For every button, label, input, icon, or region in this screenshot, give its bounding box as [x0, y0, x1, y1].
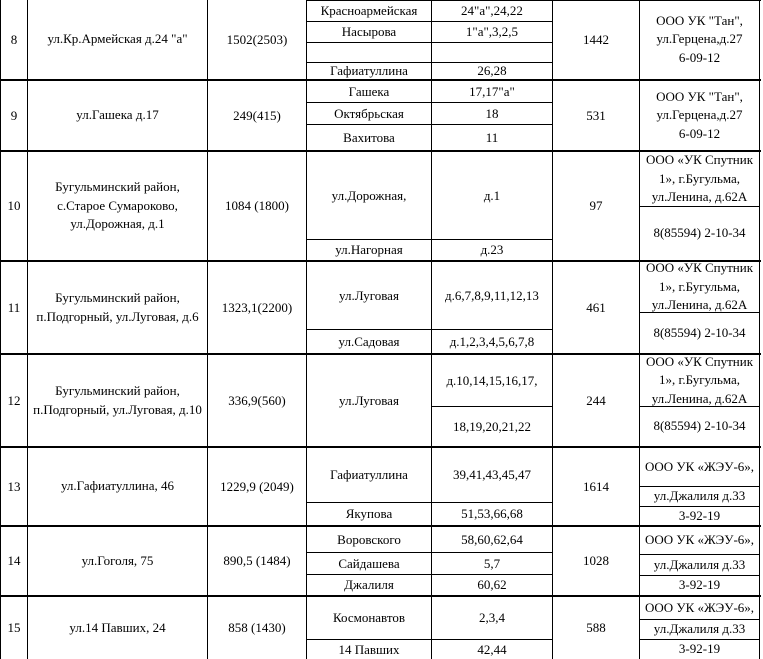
- area-cell: [208, 0, 307, 79]
- street-name: Красноармейская: [320, 2, 418, 18]
- residents-count: 97: [589, 198, 603, 213]
- company-line: 1», г.Бугульма,: [658, 372, 741, 388]
- house-numbers: 51,53,66,68: [461, 506, 523, 521]
- company-line: ООО «УК Спутник: [645, 152, 754, 168]
- address-cell: [28, 81, 208, 150]
- residents-count-cell: [553, 262, 640, 353]
- house-numbers-cell: [432, 330, 552, 353]
- address-line: ул.Кр.Армейская д.24 "а": [47, 31, 188, 47]
- house-numbers: 11: [485, 129, 499, 145]
- house-numbers: 60,62: [477, 577, 507, 592]
- streets-group: [307, 0, 553, 79]
- street-name-cell: [307, 81, 432, 102]
- streets-group: [307, 355, 553, 446]
- row-number-cell: [1, 262, 28, 353]
- house-numbers-cell: [432, 81, 552, 102]
- street-name: ул.Садовая: [338, 333, 400, 349]
- table-row: [1, 0, 761, 81]
- company-cell: [640, 448, 760, 525]
- house-numbers-cell: [432, 125, 552, 150]
- street-name: ул.Луговая: [339, 392, 399, 408]
- company-info-cell: [640, 407, 759, 446]
- house-numbers-cell: [432, 22, 552, 42]
- address-line: ул.Дорожная, д.1: [70, 216, 165, 232]
- house-numbers: д.1: [483, 187, 501, 203]
- row-number-cell: [1, 597, 28, 659]
- residents-count-cell: [553, 448, 640, 525]
- street-name-cell: [307, 553, 432, 574]
- company-line: ул.Герцена,д.27: [656, 107, 743, 123]
- area-value: 1084 (1800): [225, 198, 289, 213]
- street-subrow: [307, 103, 552, 125]
- street-name-cell: [307, 125, 432, 150]
- street-subrow: [307, 0, 552, 22]
- street-subrow: [307, 22, 552, 43]
- company-info-cell: [640, 262, 759, 313]
- house-numbers-cell: [432, 240, 552, 260]
- company-line: 3-92-19: [678, 577, 721, 593]
- street-name-cell: [307, 240, 432, 260]
- table-row: [1, 152, 761, 262]
- company-info-cell: [640, 0, 759, 79]
- row-number-cell: [1, 355, 28, 446]
- company-info-cell: [640, 555, 759, 576]
- row-number: 13: [7, 478, 21, 494]
- house-numbers-cell: [432, 597, 552, 639]
- street-name: Гашека: [348, 83, 390, 99]
- address-line: Бугульминский район,: [55, 290, 180, 306]
- area-cell: [208, 152, 307, 260]
- company-line: 1», г.Бугульма,: [658, 278, 741, 294]
- house-numbers-stack: [432, 355, 552, 446]
- address-cell: [28, 152, 208, 260]
- company-cell: [640, 597, 760, 659]
- street-name-cell: [307, 330, 432, 353]
- company-cell: [640, 81, 760, 150]
- company-line: 8(85594) 2-10-34: [653, 324, 746, 340]
- street-subrow: [307, 503, 552, 525]
- street-name: ул.Луговая: [339, 287, 399, 303]
- residents-count: 1028: [583, 553, 609, 568]
- address-line: ул.Гоголя, 75: [81, 552, 154, 568]
- streets-group: [307, 448, 553, 525]
- street-subrow: [307, 527, 552, 553]
- company-info-cell: [640, 597, 759, 620]
- residents-count: 1614: [583, 478, 609, 494]
- street-subrow: [307, 63, 552, 79]
- company-cell: [640, 527, 760, 595]
- row-number-cell: [1, 81, 28, 150]
- house-numbers: 18: [485, 105, 499, 121]
- company-cell: [640, 152, 760, 260]
- street-subrow: [307, 125, 552, 150]
- street-name: Вахитова: [343, 129, 395, 145]
- street-name: 14 Павших: [338, 641, 400, 657]
- area-value: 1323,1(2200): [221, 299, 293, 315]
- area-value: 336,9(560): [228, 392, 286, 408]
- row-number: 9: [10, 107, 18, 123]
- street-subrow: [307, 330, 552, 353]
- streets-group: [307, 597, 553, 659]
- area-value: 1229,9 (2049): [220, 478, 294, 494]
- street-subrow: [307, 152, 552, 240]
- address-line: ул.Гашека д.17: [76, 107, 159, 123]
- area-cell: [208, 597, 307, 659]
- streets-group: [307, 152, 553, 260]
- company-cell: [640, 262, 760, 353]
- street-subrow: [307, 553, 552, 575]
- house-numbers: 18,19,20,21,22: [453, 418, 531, 434]
- row-number: 10: [7, 198, 21, 213]
- house-numbers-cell: [432, 355, 552, 407]
- house-numbers: 58,60,62,64: [461, 531, 523, 547]
- row-number: 8: [10, 31, 18, 47]
- address-line: ул.14 Павших, 24: [69, 619, 166, 635]
- company-line: 1», г.Бугульма,: [658, 170, 741, 186]
- street-name: Гафиатуллина: [330, 63, 408, 78]
- street-subrow: [307, 448, 552, 503]
- company-line: ул.Джалиля д.33: [653, 556, 746, 572]
- street-name-cell: [307, 527, 432, 552]
- house-numbers: д.6,7,8,9,11,12,13: [445, 287, 539, 303]
- street-name: Октябрьская: [334, 105, 404, 121]
- house-numbers: д.23: [480, 242, 504, 257]
- company-line: 3-92-19: [678, 641, 721, 657]
- company-line: 8(85594) 2-10-34: [653, 418, 746, 434]
- area-cell: [208, 81, 307, 150]
- table-row: [1, 262, 761, 355]
- street-name: ул.Дорожная,: [331, 187, 407, 203]
- row-number-cell: [1, 152, 28, 260]
- area-cell: [208, 355, 307, 446]
- company-line: ул.Джалиля д.33: [653, 487, 746, 503]
- house-numbers: 24"а",24,22: [461, 2, 523, 18]
- house-numbers-cell: [432, 262, 552, 329]
- row-number-cell: [1, 0, 28, 79]
- house-numbers-cell: [432, 527, 552, 552]
- house-numbers-cell: [432, 152, 552, 239]
- company-info-cell: [640, 507, 759, 525]
- area-cell: [208, 527, 307, 595]
- table-row: [1, 355, 761, 448]
- street-name: Сайдашева: [338, 555, 400, 571]
- address-cell: [28, 262, 208, 353]
- street-name-cell: [307, 640, 432, 659]
- company-line: ул.Ленина, д.62А: [651, 189, 748, 205]
- street-name: Джалиля: [344, 577, 394, 592]
- street-subrow: [307, 640, 552, 659]
- street-name-cell: [307, 503, 432, 525]
- address-line: ул.Гафиатуллина, 46: [60, 478, 175, 494]
- table-row: [1, 448, 761, 527]
- company-info-cell: [640, 207, 759, 260]
- company-info-cell: [640, 487, 759, 507]
- table-rows: [1, 0, 761, 659]
- house-numbers-cell: [432, 448, 552, 502]
- company-info-cell: [640, 355, 759, 407]
- street-name-cell: [307, 63, 432, 79]
- company-line: ООО УК «ЖЭУ-6»,: [644, 599, 755, 615]
- company-line: 3-92-19: [678, 507, 721, 523]
- street-subrow: [307, 262, 552, 330]
- company-info-cell: [640, 640, 759, 659]
- street-subrow: [307, 81, 552, 103]
- area-value: 858 (1430): [228, 620, 286, 635]
- table-row: [1, 597, 761, 659]
- company-line: ул.Ленина, д.62А: [651, 390, 748, 406]
- residents-count: 531: [586, 107, 606, 123]
- street-name-cell: [307, 355, 432, 446]
- company-line: ул.Герцена,д.27: [656, 31, 743, 47]
- house-numbers-cell: [432, 640, 552, 659]
- residents-count-cell: [553, 527, 640, 595]
- house-numbers: 17,17"а": [469, 83, 515, 99]
- address-line: п.Подгорный, ул.Луговая, д.6: [36, 308, 199, 324]
- company-cell: [640, 355, 760, 446]
- company-info-cell: [640, 152, 759, 207]
- street-name-cell: [307, 262, 432, 329]
- street-name-cell: [307, 0, 432, 21]
- street-name-cell: [307, 43, 432, 62]
- company-line: ООО «УК Спутник: [645, 353, 754, 369]
- company-info-cell: [640, 313, 759, 353]
- address-line: Бугульминский район,: [55, 179, 180, 195]
- company-line: 6-09-12: [678, 49, 721, 65]
- row-number: 12: [7, 392, 21, 408]
- table-row: [1, 81, 761, 152]
- residents-count-cell: [553, 597, 640, 659]
- row-number-cell: [1, 448, 28, 525]
- street-name: Насырова: [341, 24, 397, 39]
- house-numbers: 42,44: [477, 641, 507, 657]
- streets-group: [307, 527, 553, 595]
- area-value: 890,5 (1484): [223, 553, 291, 568]
- address-line: п.Подгорный, ул.Луговая, д.10: [33, 401, 202, 417]
- house-numbers: 5,7: [483, 555, 501, 571]
- street-name: Якупова: [345, 506, 393, 521]
- company-line: ООО УК "Тан",: [656, 88, 743, 104]
- address-cell: [28, 355, 208, 446]
- street-name-cell: [307, 22, 432, 42]
- row-number: 15: [7, 620, 21, 635]
- house-numbers: д.1,2,3,4,5,6,7,8: [449, 333, 535, 349]
- company-line: ООО УК "Тан",: [656, 12, 743, 28]
- street-subrow: [307, 43, 552, 63]
- residents-count: 1442: [583, 31, 609, 47]
- address-cell: [28, 527, 208, 595]
- street-name: Космонавтов: [332, 610, 406, 625]
- table-row: [1, 527, 761, 597]
- row-number: 14: [7, 553, 21, 568]
- house-numbers-cell: [432, 103, 552, 124]
- house-numbers-cell: [432, 553, 552, 574]
- house-numbers-cell: [432, 575, 552, 595]
- house-numbers: 1"а",3,2,5: [465, 24, 519, 39]
- house-numbers-cell: [432, 43, 552, 62]
- street-name: ул.Нагорная: [335, 242, 403, 257]
- company-line: 8(85594) 2-10-34: [653, 225, 746, 241]
- streets-group: [307, 262, 553, 353]
- company-info-cell: [640, 576, 759, 595]
- street-subrow: [307, 240, 552, 260]
- area-cell: [208, 262, 307, 353]
- residents-count: 588: [586, 620, 606, 635]
- residents-count-cell: [553, 81, 640, 150]
- company-info-cell: [640, 527, 759, 555]
- house-numbers: д.10,14,15,16,17,: [446, 372, 538, 388]
- address-cell: [28, 0, 208, 79]
- address-line: Бугульминский район,: [55, 383, 180, 399]
- street-split-row: [307, 355, 552, 446]
- street-name-cell: [307, 152, 432, 239]
- row-number-cell: [1, 527, 28, 595]
- house-numbers-cell: [432, 407, 552, 446]
- address-cell: [28, 448, 208, 525]
- area-value: 249(415): [233, 107, 281, 123]
- company-line: ООО «УК Спутник: [645, 260, 754, 276]
- company-line: ООО УК «ЖЭУ-6»,: [644, 532, 755, 548]
- street-subrow: [307, 597, 552, 640]
- street-name: Гафиатуллина: [330, 467, 408, 482]
- residents-count-cell: [553, 0, 640, 79]
- residents-count-cell: [553, 355, 640, 446]
- company-line: ООО УК «ЖЭУ-6»,: [644, 458, 755, 474]
- residents-count-cell: [553, 152, 640, 260]
- streets-group: [307, 81, 553, 150]
- company-line: ул.Ленина, д.62А: [651, 297, 748, 313]
- row-number: 11: [7, 299, 21, 315]
- residents-count: 461: [586, 299, 606, 315]
- street-subrow: [307, 575, 552, 595]
- residents-count: 244: [586, 392, 606, 408]
- street-name-cell: [307, 103, 432, 124]
- street-name: Воровского: [337, 531, 401, 547]
- company-info-cell: [640, 620, 759, 640]
- house-numbers: 39,41,43,45,47: [453, 467, 531, 482]
- company-cell: [640, 0, 760, 79]
- address-line: с.Старое Сумароково,: [57, 197, 178, 213]
- street-name-cell: [307, 448, 432, 502]
- house-numbers-cell: [432, 0, 552, 21]
- company-info-cell: [640, 81, 759, 150]
- house-numbers-cell: [432, 503, 552, 525]
- address-cell: [28, 597, 208, 659]
- area-cell: [208, 448, 307, 525]
- table-top-border: [307, 0, 761, 1]
- house-numbers: 2,3,4: [479, 610, 505, 625]
- street-name-cell: [307, 597, 432, 639]
- company-info-cell: [640, 448, 759, 487]
- company-line: ул.Джалиля д.33: [653, 621, 746, 637]
- company-line: 6-09-12: [678, 125, 721, 141]
- street-name-cell: [307, 575, 432, 595]
- house-numbers: 26,28: [477, 63, 507, 78]
- area-value: 1502(2503): [226, 31, 288, 47]
- house-numbers-cell: [432, 63, 552, 79]
